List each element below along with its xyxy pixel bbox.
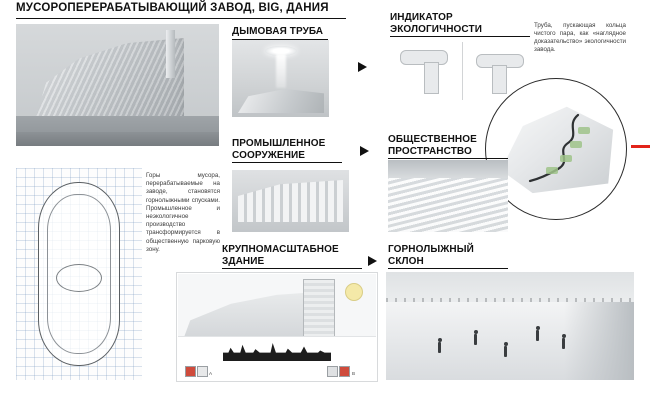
note-chimney: Труба, пускающая кольца чистого пара, как «наглядное доказательство» экологичности завода. (534, 22, 626, 53)
diagram-divider (462, 42, 463, 100)
sun-icon (345, 283, 363, 301)
plan-central-oval (56, 264, 102, 292)
public-space-terraces (388, 178, 508, 232)
label-largescale-building: КРУПНОМАСШТАБНОЕ ЗДАНИЕ (222, 244, 362, 269)
legend-swatch-red-left (185, 366, 196, 377)
hero-water (16, 132, 219, 146)
note-plan: Горы мусора, перерабатываемые на заводе, становятся горнолыжными спусками. Промышленное и неэкологичное производство трансформируется в общественную парковую зону. (146, 172, 220, 253)
site-plan-drawing (16, 168, 142, 380)
legend-swatch-red-right (339, 366, 350, 377)
green-terrace-3 (560, 155, 572, 162)
legend-label-left: A (209, 371, 213, 376)
skier-figure-5 (562, 338, 565, 349)
hero-photo-plant-exterior (16, 24, 219, 146)
legend-swatch-grey-right (327, 366, 338, 377)
legend-swatch-grey-left (197, 366, 208, 377)
label-chimney: ДЫМОВАЯ ТРУБА (232, 26, 328, 40)
label-industrial-structure: ПРОМЫШЛЕННОЕ СООРУЖЕНИЕ (232, 138, 342, 163)
skier-figure-1 (438, 342, 441, 353)
section-tower (303, 279, 335, 341)
smoke-column-shape (276, 54, 286, 88)
skier-figure-3 (504, 346, 507, 357)
arrow-largescale-to-ski (368, 256, 377, 266)
page-title: МУСОРОПЕРЕРАБАТЫВАЮЩИЙ ЗАВОД, BIG, ДАНИЯ (16, 2, 329, 14)
pipe-vertical-b (492, 65, 507, 94)
hero-chimney (166, 30, 175, 78)
photo-industrial-structure (232, 170, 349, 232)
section-drawing (176, 272, 378, 382)
industrial-frame-shape (238, 180, 343, 222)
legend-label-right: B (352, 371, 356, 376)
green-terrace-2 (570, 141, 582, 148)
label-ski-slope: ГОРНОЛЫЖНЫЙ СКЛОН (388, 244, 508, 269)
arrow-industrial-to-public (360, 146, 369, 156)
green-terrace-1 (578, 127, 590, 134)
ski-slope-path (516, 109, 594, 187)
skier-figure-4 (536, 330, 539, 341)
ski-side-railing (564, 302, 634, 380)
photo-ski-slope-render (386, 272, 634, 380)
arrow-chimney-to-eco (358, 62, 367, 72)
title-divider (16, 18, 346, 19)
photo-chimney-smoke-ring (232, 40, 329, 117)
photo-public-space (388, 160, 508, 232)
label-public-space: ОБЩЕСТВЕННОЕ ПРОСТРАНСТВО (388, 134, 508, 159)
label-eco-indicator: ИНДИКАТОР ЭКОЛОГИЧНОСТИ (390, 12, 530, 37)
pipe-vertical-a (424, 62, 439, 94)
accent-red-marker (631, 145, 650, 148)
skier-figure-2 (474, 334, 477, 345)
plant-roof-shape (238, 85, 324, 113)
green-terrace-4 (546, 167, 558, 174)
